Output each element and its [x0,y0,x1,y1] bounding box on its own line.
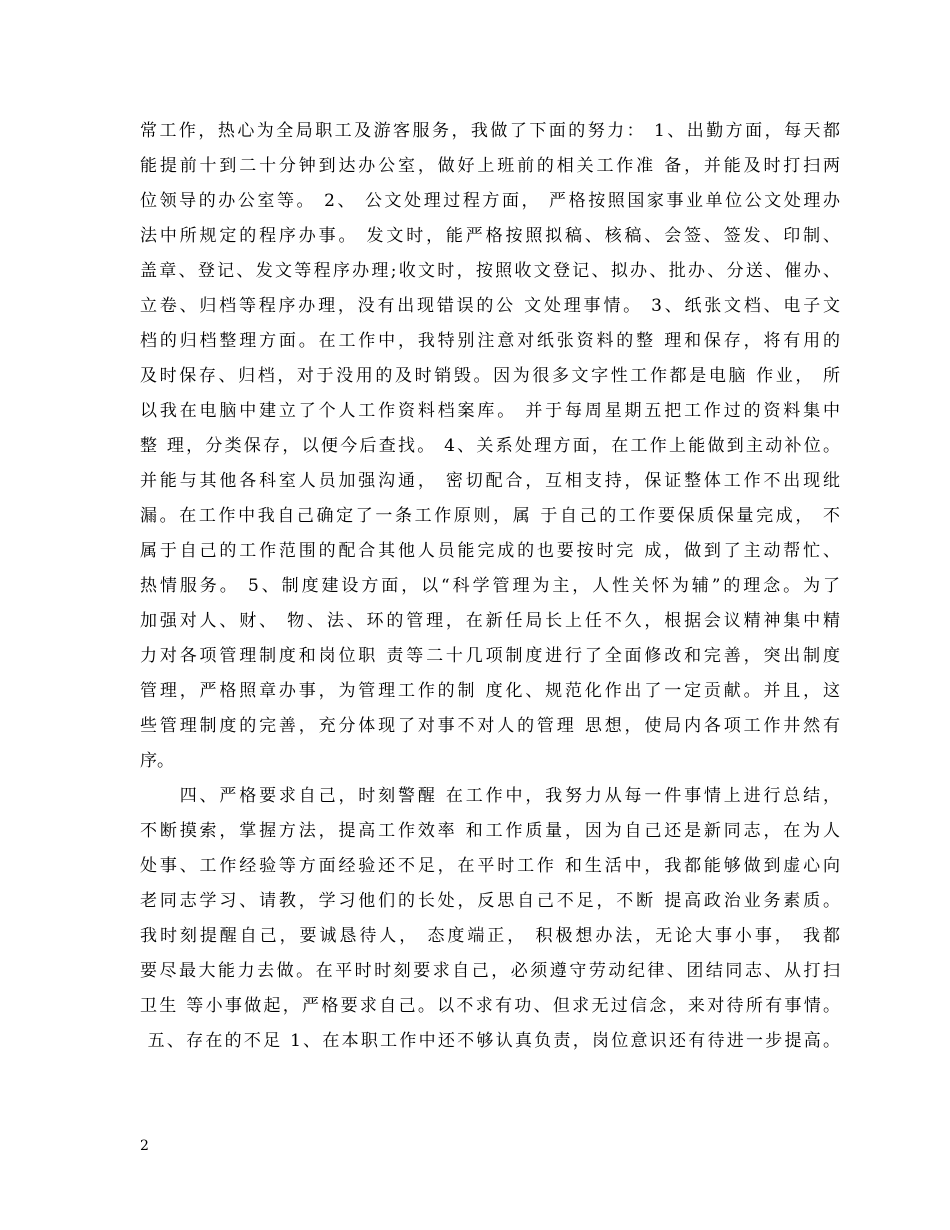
text-line: 老同志学习、请教，学习他们的长处，反思自己不足，不断 提高政治业务素质。 [140,891,840,911]
text-line: 力对各项管理制度和岗位职 责等二十几项制度进行了全面修改和完善，突出制度 [140,646,840,666]
body-text [140,114,840,1059]
text-line: 立卷、归档等程序办理，没有出现错误的公 文处理事情。 3、纸张文档、电子文 [140,296,840,316]
text-line: 档的归档整理方面。在工作中，我特别注意对纸张资料的整 理和保存，将有用的 [140,331,840,351]
text-line: 处事、工作经验等方面经验还不足，在平时工作 和生活中，我都能够做到虚心向 [140,856,840,876]
text-line: 法中所规定的程序办事。 发文时，能严格按照拟稿、核稿、会签、签发、印制、 [140,226,840,246]
text-line: 管理，严格照章办事，为管理工作的制 度化、规范化作出了一定贡献。并且，这 [140,681,840,701]
text-line: 热情服务。 5、制度建设方面，以“科学管理为主，人性关怀为辅”的理念。为了 [140,576,840,596]
text-line: 位领导的办公室等。 2、 公文处理过程方面， 严格按照国家事业单位公文处理办 [140,191,840,211]
text-line: 属于自己的工作范围的配合其他人员能完成的也要按时完 成，做到了主动帮忙、 [140,541,840,561]
text-line: 及时保存、归档，对于没用的及时销毁。因为很多文字性工作都是电脑 作业， 所 [140,366,840,386]
text-line: 序。 [140,751,174,771]
text-line: 常工作，热心为全局职工及游客服务，我做了下面的努力： 1、出勤方面，每天都 [140,121,840,141]
text-line: 五、存在的不足 1、在本职工作中还不够认真负责，岗位意识还有待进一步提高。 [140,1031,840,1051]
text-line: 要尽最大能力去做。在平时时刻要求自己，必须遵守劳动纪律、团结同志、从打扫 [140,961,840,981]
text-line: 漏。在工作中我自己确定了一条工作原则，属 于自己的工作要保质保量完成， 不 [140,506,840,526]
text-line: 四、严格要求自己，时刻警醒 在工作中，我努力从每一件事情上进行总结， [140,786,840,806]
text-line: 整 理，分类保存，以便今后查找。 4、关系处理方面，在工作上能做到主动补位。 [140,436,840,456]
text-line: 并能与其他各科室人员加强沟通， 密切配合，互相支持，保证整体工作不出现纰 [140,471,840,491]
text-line: 盖章、登记、发文等程序办理;收文时，按照收文登记、拟办、批办、分送、催办、 [140,261,840,281]
text-line: 卫生 等小事做起，严格要求自己。以不求有功、但求无过信念，来对待所有事情。 [140,996,840,1016]
text-line: 以我在电脑中建立了个人工作资料档案库。 并于每周星期五把工作过的资料集中 [140,401,840,421]
page-number: 2 [140,1138,149,1154]
text-line: 些管理制度的完善，充分体现了对事不对人的管理 思想，使局内各项工作井然有 [140,716,840,736]
text-line: 我时刻提醒自己，要诚恳待人， 态度端正， 积极想办法，无论大事小事， 我都 [140,926,840,946]
text-line: 能提前十到二十分钟到达办公室，做好上班前的相关工作准 备，并能及时打扫两 [140,156,840,176]
text-line: 不断摸索，掌握方法，提高工作效率 和工作质量，因为自己还是新同志，在为人 [140,821,840,841]
text-line: 加强对人、财、 物、法、环的管理，在新任局长上任不久，根据会议精神集中精 [140,611,840,631]
